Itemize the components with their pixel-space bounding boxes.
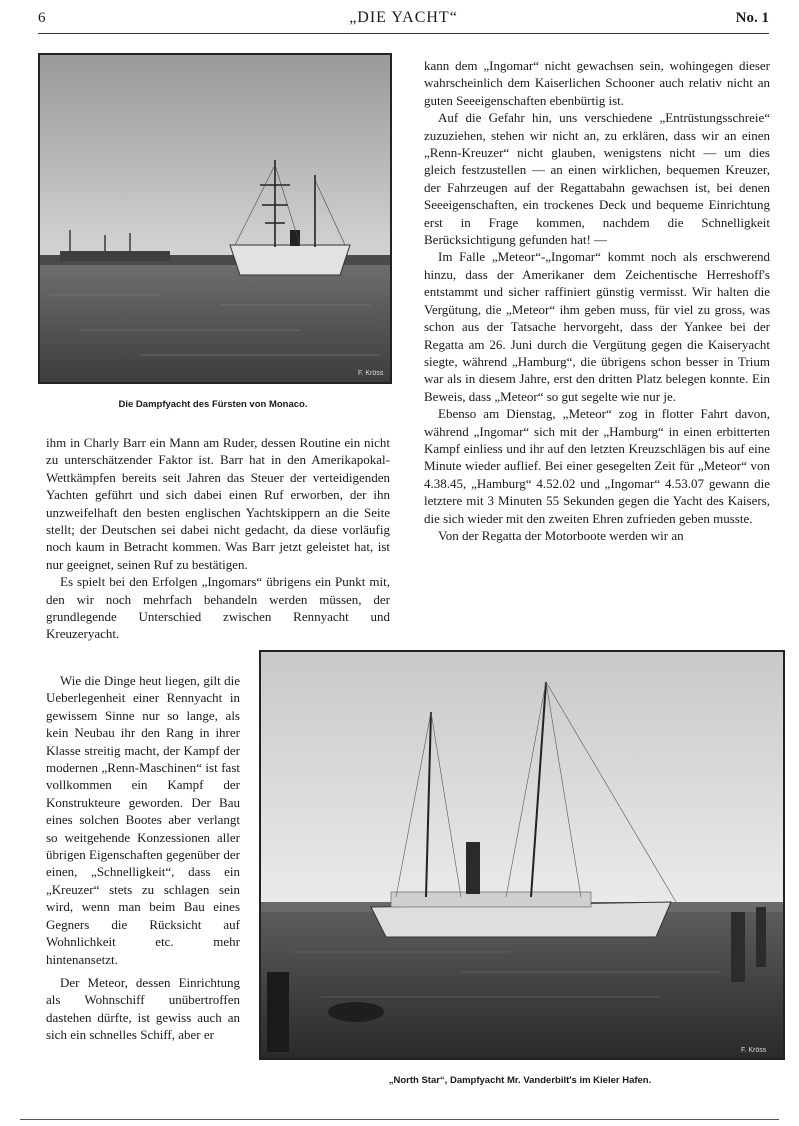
- monaco-photo-caption: Die Dampfyacht des Fürsten von Monaco.: [118, 399, 308, 410]
- monaco-yacht-photo: [38, 53, 392, 384]
- left-paragraph-3: Wie die Dinge heut liegen, gilt die Ueberlegenheit einer Rennyacht in gewissem Sinne nur so lange, als kein Neubau ihr den Rang in ihrer Klasse streitig macht, der Kampf der modernen „Renn-Maschinen“ ist fast vollkommen ein Kampf der Konstrukteure geworden. Der Bau eines solchen Bootes aber verlangt so weitgehende Konzessionen aller übrigen Eigenschaften gegenüber der einen, „Schnelligkeit“, dass ein „Kreuzer“ stets zu schlagen sein wird, wenn man beim Bau eines Gegners die Rücksicht auf Wohnlichkeit etc. mehr hintenansetzt.: [46, 673, 240, 967]
- right-paragraph-1: kann dem „Ingomar“ nicht gewachsen sein, wohingegen dieser wahrscheinlich dem Kaiserlichen Schooner auch relativ nicht an guten Seeeigenschaften ebenbürtig ist.: [424, 58, 770, 108]
- issue-number: No. 1: [735, 10, 769, 26]
- photo-credit-bottom: F. Kröss: [741, 1047, 767, 1054]
- left-paragraph-1: ihm in Charly Barr ein Mann am Ruder, dessen Routine ein nicht zu unterschätzender Faktor ist. Barr hat in den Amerikapokal-Wettkämpfen bereits seit Jahren das Steuer der verteidigenden Yachten geführt und sich dabei einen Ruf erworben, der ihn unzweifelhaft den besten englischen Yachtskippern an die Seite stellt; der Deutschen sei dabei nicht gedacht, da diese vorläufig noch kaum in Betracht kommen. Was Barr jetzt geleistet hat, ist nur geeignet, seinen Ruf zu bestätigen.: [46, 435, 390, 572]
- right-paragraph-5: Von der Regatta der Motorboote werden wir an: [438, 527, 684, 543]
- right-paragraph-3: Im Falle „Meteor“-„Ingomar“ kommt noch als erschwerend hinzu, dass der Amerikaner dem Zeichentische Herreshoff's entstammt und sicher raffiniert günstig vermisst. Wir halten die Vergütung, die „Meteor“ ihm geben muss, für viel zu gross, was schon aus der Tatsache hervorgeht, dass der Yankee bei der Regatta am 26. Juni durch die Vergütung gegen die Kaiseryacht siegte, während „Hamburg“, die übrigens schon besser in Trium war als in diesem Jahre, erst den dritten Platz belegen konnte. Ein Beweis, dass „Meteor“ so gut segelte wie nur je.: [424, 249, 770, 404]
- running-title: „DIE YACHT“: [349, 9, 458, 26]
- bottom-rule: [20, 1119, 779, 1120]
- north-star-caption: „North Star“, Dampfyacht Mr. Vanderbilt's im Kieler Hafen.: [388, 1075, 652, 1086]
- left-paragraph-4: Der Meteor, dessen Einrichtung als Wohnschiff unübertroffen dastehen dürfte, ist gewiss auch an sich ein schnelles Schiff, aber er: [46, 974, 240, 1043]
- right-text-column: [424, 57, 770, 544]
- left-narrow-column: [46, 672, 240, 1044]
- right-paragraph-4: Ebenso am Dienstag, „Meteor“ zog in flotter Fahrt davon, während „Ingomar“ sich mit der „Hamburg“ in einen erbitterten Kampf einliess und ihr auf den letzten Kreuzschlägen bis auf eine Minute wieder auflief. Bei einer gesegelten Zeit für „Meteor“ von 4.38.45, „Hamburg“ 4.52.02 und „Ingomar“ 4.53.07 gewann die letztere mit 3 Minuten 55 Sekunden gegen die Yacht des Kaisers, die sich wieder mit den zweiten Ehren zufrieden geben musste.: [424, 406, 770, 526]
- page-header: [38, 6, 769, 34]
- right-paragraph-2: Auf die Gefahr hin, uns verschiedene „Entrüstungsschreie“ zuzuziehen, stehen wir nicht an, zu erklären, dass wir an einen „Renn-Kreuzer“ nicht glauben, wenigstens nicht — um dies gleich festzustellen — an einen wirklichen, bequemen Kreuzer, der Fahrzeugen auf der Regattabahn gewachsen ist, bei denen Seeeigenschaften, ein trockenes Deck und bequeme Einrichtung erst in Frage kommen, nachdem die Schnelligkeit Berücksichtigung gefunden hat! —: [424, 110, 770, 248]
- photo-credit-top: F. Kröss: [358, 370, 384, 377]
- header-rule: [38, 33, 769, 34]
- north-star-photo: [259, 650, 785, 1060]
- left-paragraph-2: Es spielt bei den Erfolgen „Ingomars“ übrigens ein Punkt mit, den wir noch mehrfach behandeln werden müssen, der grundlegende Unterschied zwischen Rennyacht und Kreuzeryacht.: [46, 574, 390, 642]
- left-text-column: [46, 434, 390, 643]
- page-number: 6: [38, 10, 46, 26]
